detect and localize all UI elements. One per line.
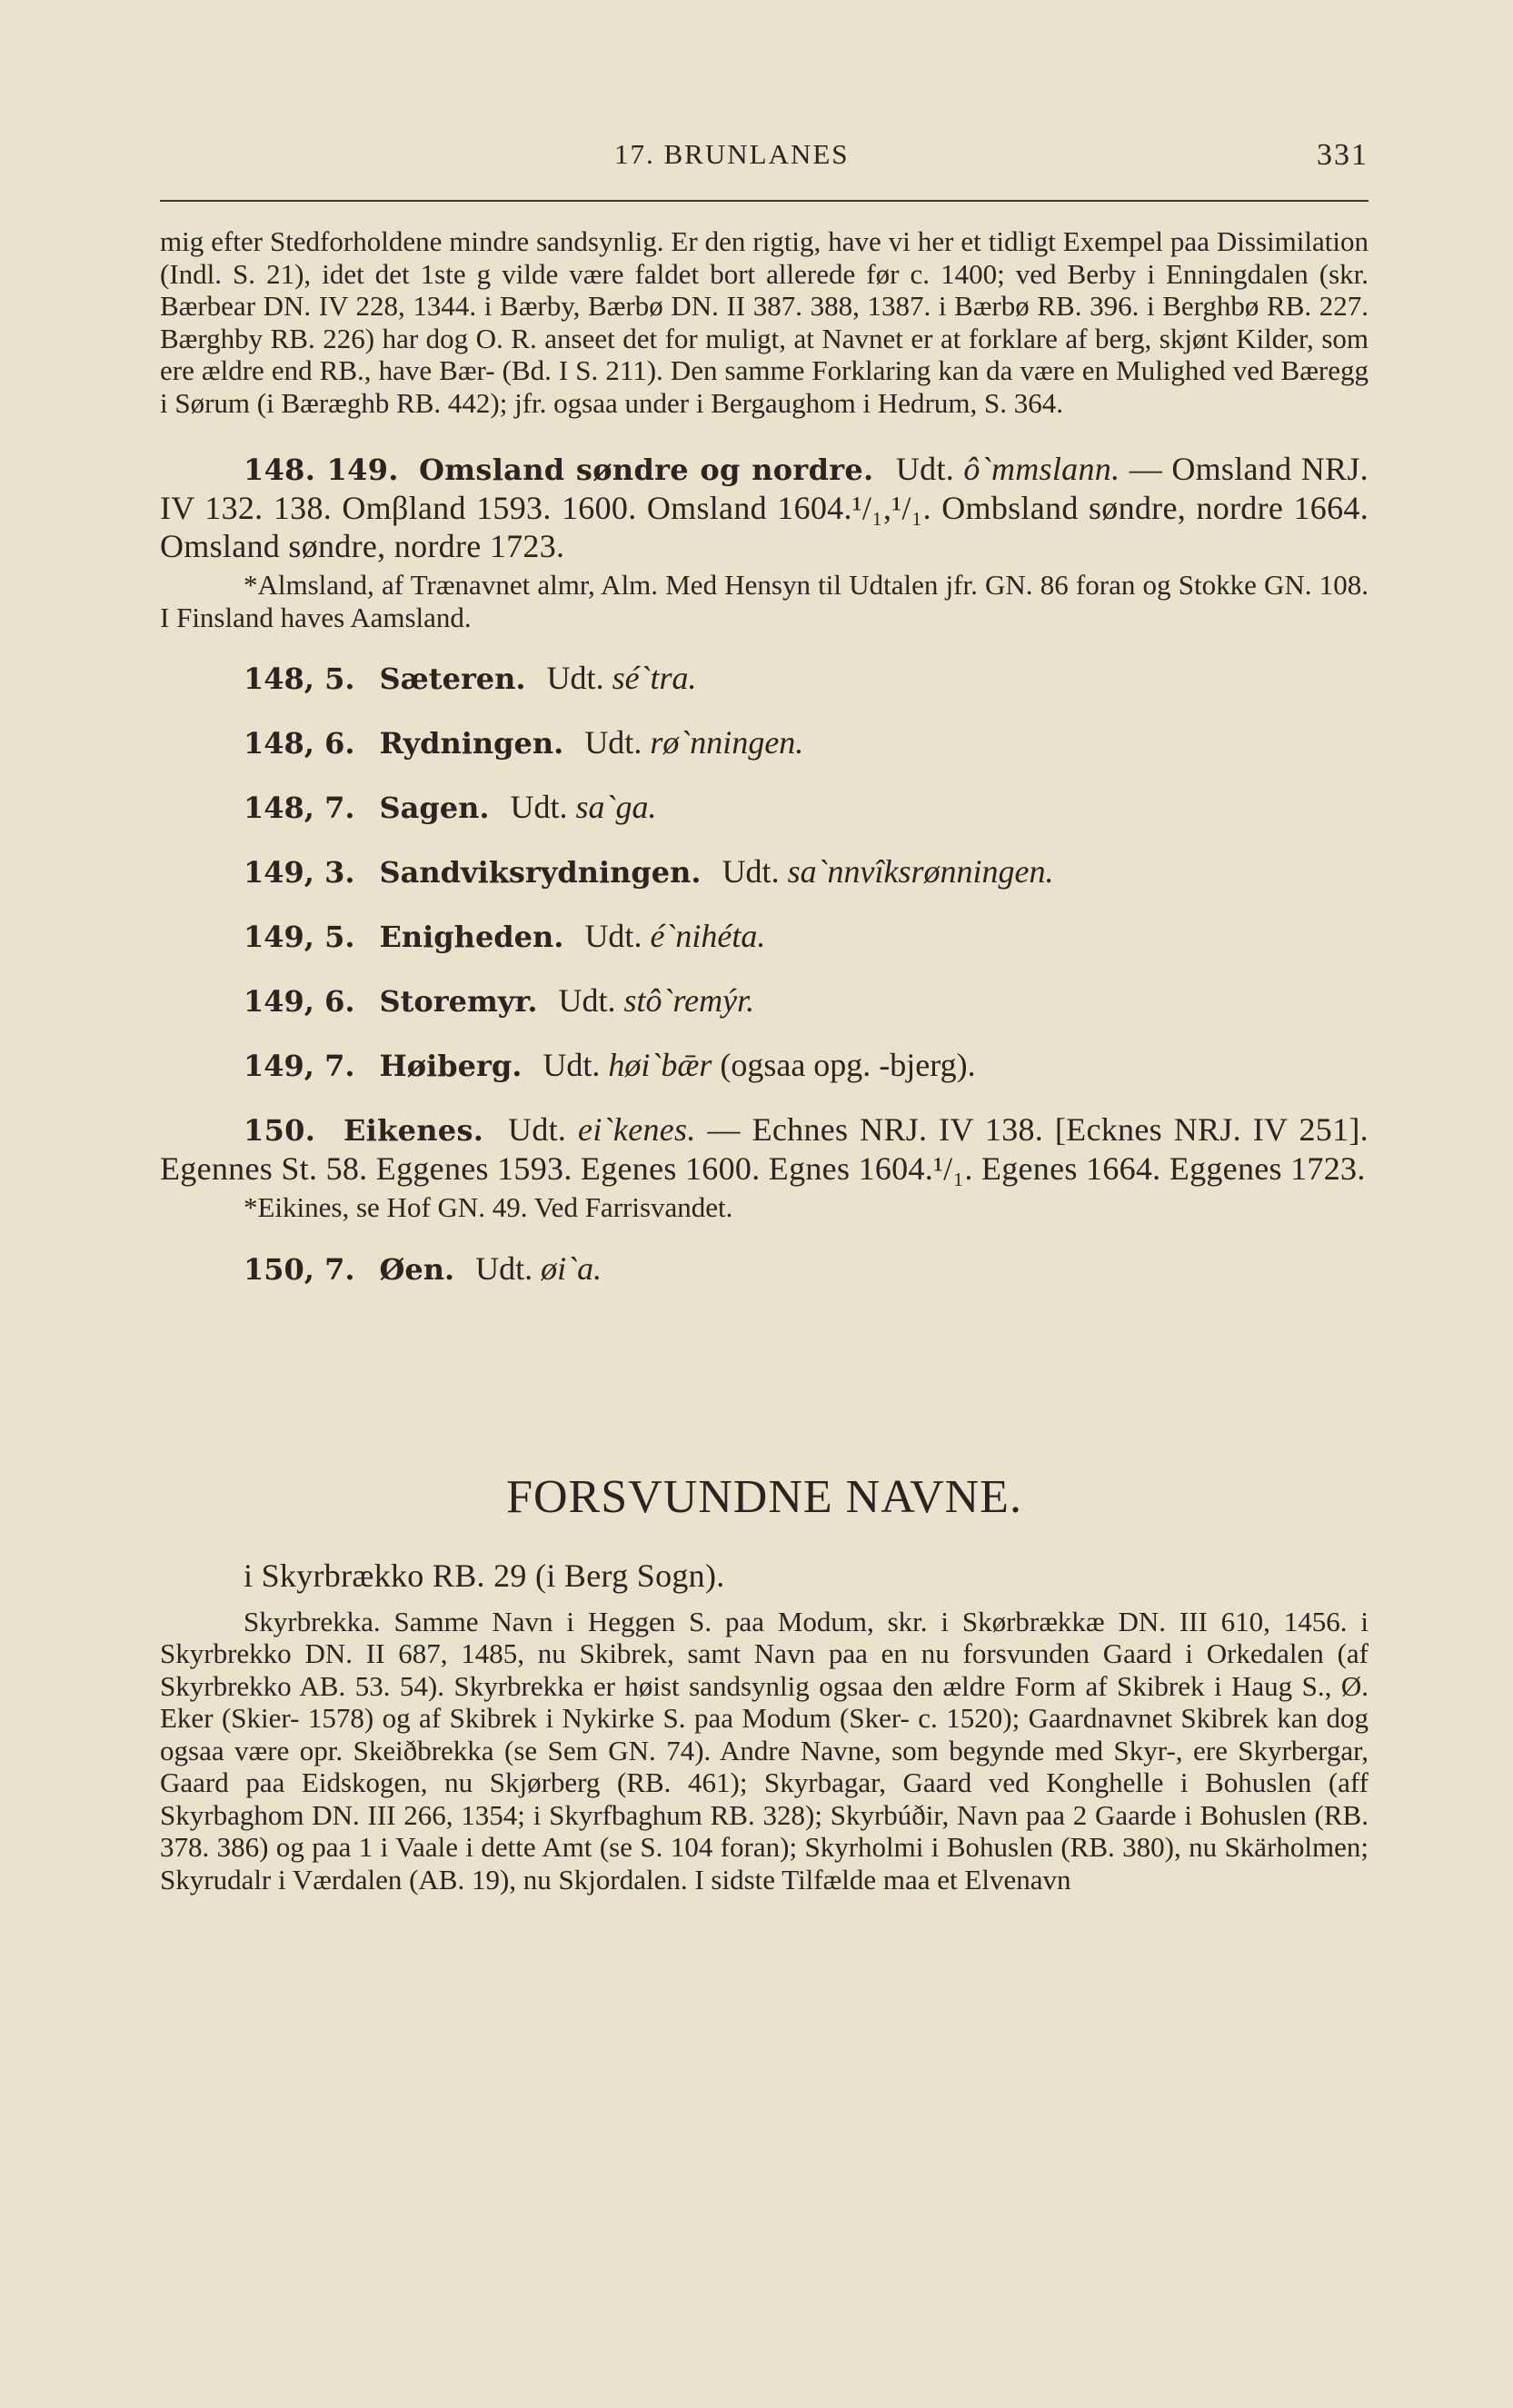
entry-number: 148, 5. — [244, 662, 355, 696]
udt-label: Udt. — [722, 853, 780, 890]
entry-name: Enigheden. — [379, 920, 564, 954]
chapter-title: 17. BRUNLANES — [614, 138, 850, 170]
sub-entry — [160, 917, 1369, 956]
lost-name-paragraph: Skyrbrekka. Samme Navn i Heggen S. paa Modum, skr. i Skørbrækkæ DN. III 610, 1456. i Skyrbrekko DN. II 687, 1485, nu Skibrek, samt Navn paa en nu forsvunden Gaard i Orkedalen (af Skyrbrekko AB. 53. 54). Skyrbrekka er høist sandsynlig ogsaa den ældre Form af Skibrek i Haug S., Ø. Eker (Skier- 1578) og af Skibrek i Nykirke S. paa Modum (Sker- c. 1520); Gaardnavnet Skibrek kan dog ogsaa være opr. Skeiðbrekka (se Sem GN. 74). Andre Navne, som begynde med Skyr-, ere Skyrbergar, Gaard paa Eidskogen, nu Skjørberg (RB. 461); Skyrbagar, Gaard ved Konghelle i Bohuslen (aff Skyrbaghom DN. III 266, 1354; i Skyrfbaghum RB. 328); Skyrbúðir, Navn paa 2 Gaarde i Bohuslen (RB. 378. 386) og paa 1 i Vaale i dette Amt (se S. 104 foran); Skyrholmi i Bohuslen (RB. 380), nu Skärholmen; Skyrudalr i Værdalen (AB. 19), nu Skjordalen. I sidste Tilfælde maa et Elvenavn — [160, 1605, 1369, 1896]
book-page — [160, 127, 1369, 1896]
entry-name: Høiberg. — [379, 1049, 523, 1083]
sub-entry — [160, 852, 1369, 891]
entry-extra: (ogsaa opg. -bjerg). — [720, 1047, 976, 1083]
udt-label: Udt. — [542, 1047, 601, 1083]
udt-label: Udt. — [546, 660, 604, 696]
udt-label: Udt. — [508, 1111, 567, 1148]
entry-name: Omsland søndre og nordre. — [419, 453, 874, 487]
entry-150 — [160, 1110, 1369, 1188]
pronunciation: høi`bǣr — [608, 1047, 712, 1083]
entry-name: Øen. — [379, 1251, 455, 1287]
lost-name-line: i Skyrbrækko RB. 29 (i Berg Sogn). — [244, 1557, 725, 1594]
pronunciation: øi`a. — [541, 1249, 602, 1287]
sub-entry — [160, 981, 1369, 1020]
entry-name: Sæteren. — [379, 662, 526, 696]
sub-entry — [160, 1046, 1369, 1085]
section-heading: FORSVUNDNE NAVNE. — [506, 1470, 1022, 1523]
pronunciation: sa`ga. — [575, 789, 657, 825]
udt-label: Udt. — [558, 982, 616, 1019]
entry-150-7 — [160, 1249, 1369, 1289]
sub-entry — [160, 723, 1369, 762]
entry-name: Eikenes. — [343, 1113, 484, 1148]
udt-label: Udt. — [584, 724, 642, 761]
entry-text: — Omsland NRJ. IV 132. 138. Omβland 1593. 1600. Omsland 1604.¹/₁,¹/₁. Ombsland søndre, nordre 1664. Omsland søndre, nordre 1723. — [160, 451, 1369, 564]
pronunciation: stô`remýr. — [623, 982, 755, 1019]
entry-name: Storemyr. — [379, 984, 538, 1019]
entry-number: 148, 7. — [244, 791, 355, 825]
entry-text: — Echnes NRJ. IV 138. [Ecknes NRJ. IV 251]. Egennes St. 58. Eggenes 1593. Egenes 1600. Egnes 1604.¹/₁. Egenes 1664. Eggenes 1723. — [160, 1111, 1369, 1187]
entry-number: 148, 6. — [244, 726, 355, 761]
sub-entry — [160, 788, 1369, 827]
entry-150-note: *Eikines, se Hof GN. 49. Ved Farrisvandet. — [244, 1191, 733, 1223]
running-header — [160, 127, 1369, 202]
pronunciation: ei`kenes. — [578, 1111, 696, 1148]
page-number: 331 — [1317, 138, 1369, 172]
entry-number: 149, 5. — [244, 920, 355, 954]
entry-number: 149, 7. — [244, 1049, 355, 1083]
entry-148-149-note: *Almsland, af Trænavnet almr, Alm. Med Hensyn til Udtalen jfr. GN. 86 foran og Stokke GN. 108. I Finsland haves Aamsland. — [160, 569, 1369, 633]
pronunciation: rø`nningen. — [650, 724, 804, 761]
pronunciation: ô`mmslann. — [963, 451, 1120, 487]
entry-number: 149, 6. — [244, 984, 355, 1019]
entry-number: 149, 3. — [244, 855, 355, 890]
entry-name: Rydningen. — [379, 726, 564, 761]
udt-label: Udt. — [510, 789, 568, 825]
sub-entry-list — [160, 659, 1369, 1085]
udt-label: Udt. — [584, 918, 642, 954]
entry-number: 148. 149. — [244, 453, 399, 487]
entry-name: Sandviksrydningen. — [379, 855, 702, 890]
udt-label: Udt. — [895, 451, 955, 487]
entry-number: 150, 7. — [244, 1251, 355, 1287]
entry-148-149 — [160, 450, 1369, 565]
sub-entry — [160, 659, 1369, 698]
entry-name: Sagen. — [379, 791, 490, 825]
pronunciation: sé`tra. — [612, 660, 697, 696]
pronunciation: é`nihéta. — [650, 918, 766, 954]
entry-number: 150. — [244, 1113, 316, 1148]
intro-paragraph: mig efter Stedforholdene mindre sandsynlig. Er den rigtig, have vi her et tidligt Exempel paa Dissimilation (Indl. S. 21), idet det 1ste g vilde være faldet bort allerede før c. 1400; ved Berby i Enningdalen (skr. Bærbear DN. IV 228, 1344. i Bærby, Bærbø DN. II 387. 388, 1387. i Bærbø RB. 396. i Berghbø RB. 227. Bærghby RB. 226) har dog O. R. anseet det for muligt, at Navnet er at forklare af berg, skjønt Kilder, som ere ældre end RB., have Bær- (Bd. I S. 211). Den samme Forklaring kan da være en Mulighed ved Bæregg i Sørum (i Bæræghb RB. 442); jfr. ogsaa under i Bergaughom i Hedrum, S. 364. — [160, 225, 1369, 419]
pronunciation: sa`nnvîksrønningen. — [787, 853, 1054, 890]
udt-label: Udt. — [475, 1249, 533, 1287]
